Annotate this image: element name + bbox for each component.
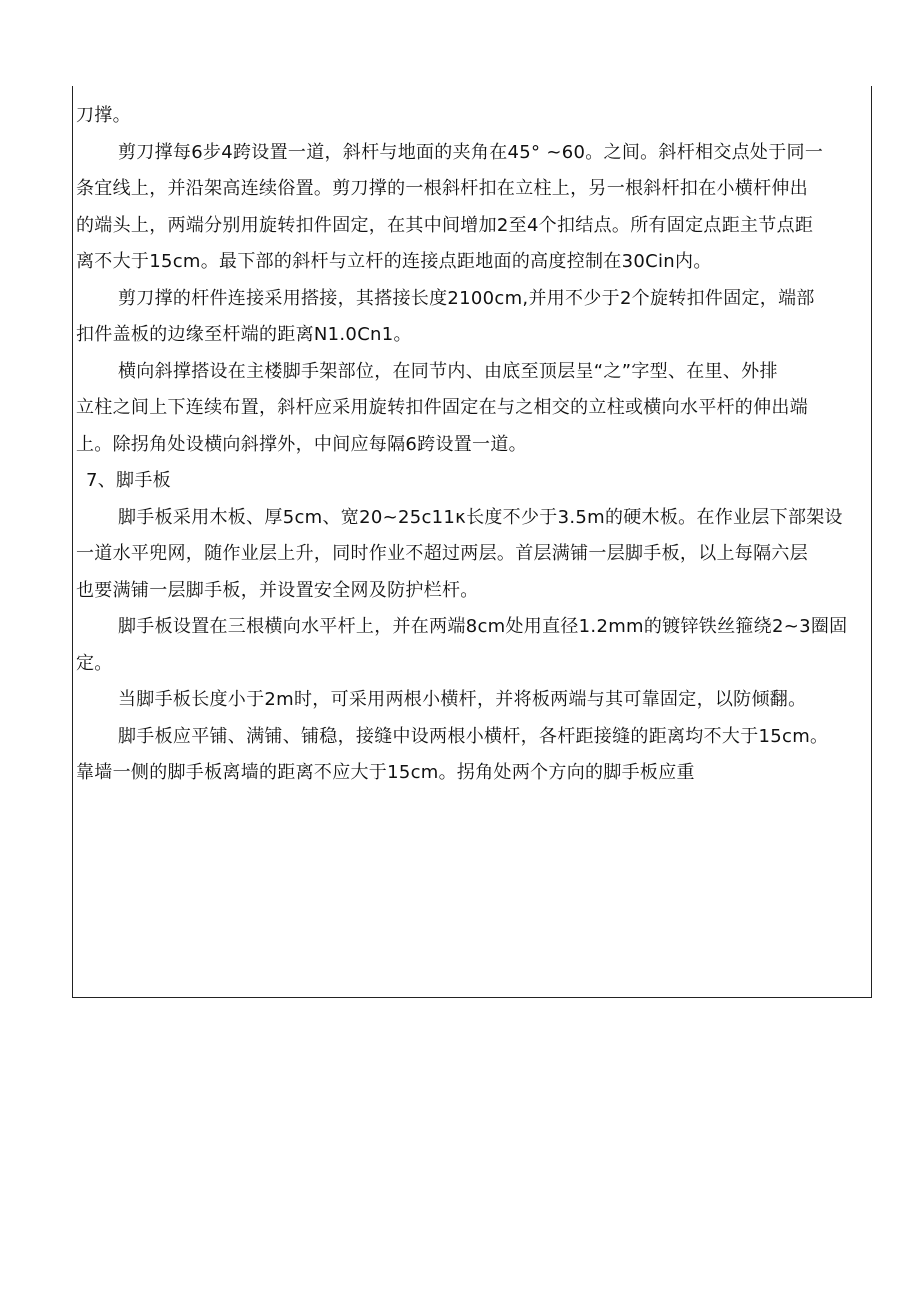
paragraph-start: 脚手板设置在三根横向水平杆上，并在两端8cm处用直径1.2mm的镀锌铁丝箍绕2~3圈固 bbox=[118, 616, 848, 637]
text-line: 离不大于15cm。最下部的斜杆与立杆的连接点距地面的高度控制在30Cin内。 bbox=[76, 251, 712, 272]
section-heading: 7、脚手板 bbox=[86, 470, 171, 491]
paragraph-start: 剪刀撑每6步4跨设置一道，斜杆与地面的夹角在45° ~60。之间。斜杆相交点处于同一 bbox=[118, 141, 824, 163]
text-line: 一道水平兜网，随作业层上升，同时作业不超过两层。首层满铺一层脚手板，以上每隔六层 bbox=[76, 543, 808, 564]
text-line: 靠墙一侧的脚手板离墙的距离不应大于15cm。拐角处两个方向的脚手板应重 bbox=[76, 762, 695, 783]
text-line: 上。除拐角处设横向斜撑外，中间应每隔6跨设置一道。 bbox=[76, 433, 527, 455]
text-line: 条宜线上，并沿架高连续俗置。剪刀撑的一根斜杆扣在立柱上，另一根斜杆扣在小横杆伸出 bbox=[76, 178, 808, 199]
text-line: 刀撑。 bbox=[76, 105, 131, 126]
text-line: 立柱之间上下连续布置，斜杆应采用旋转扣件固定在与之相交的立柱或横向水平杆的伸出端 bbox=[76, 397, 808, 418]
paragraph-start: 剪刀撑的杆件连接采用搭接，其搭接长度2100cm,并用不少于2个旋转扣件固定，端部 bbox=[118, 287, 815, 309]
paragraph-start: 脚手板采用木板、厚5cm、宽20~25c11κ长度不少于3.5m的硬木板。在作业层下部架设 bbox=[118, 506, 843, 528]
text-line: 的端头上，两端分别用旋转扣件固定，在其中间增加2至4个扣结点。所有固定点距主节点距 bbox=[76, 214, 814, 236]
text-line: 定。 bbox=[76, 652, 113, 674]
text-line: 也要满铺一层脚手板，并设置安全网及防护栏杆。 bbox=[76, 579, 479, 601]
paragraph-start: 当脚手板长度小于2m时，可采用两根小横杆，并将板两端与其可靠固定，以防倾翻。 bbox=[118, 689, 807, 710]
document-body bbox=[76, 98, 870, 792]
paragraph-start: 脚手板应平铺、满铺、铺稳，接缝中设两根小横杆，各杆距接缝的距离均不大于15cm。 bbox=[118, 725, 829, 747]
text-line: 扣件盖板的边缘至杆端的距离N1.0Cn1。 bbox=[76, 324, 412, 345]
paragraph-start: 横向斜撑搭设在主楼脚手架部位，在同节内、由底至顶层呈“之”字型、在里、外排 bbox=[118, 360, 778, 382]
